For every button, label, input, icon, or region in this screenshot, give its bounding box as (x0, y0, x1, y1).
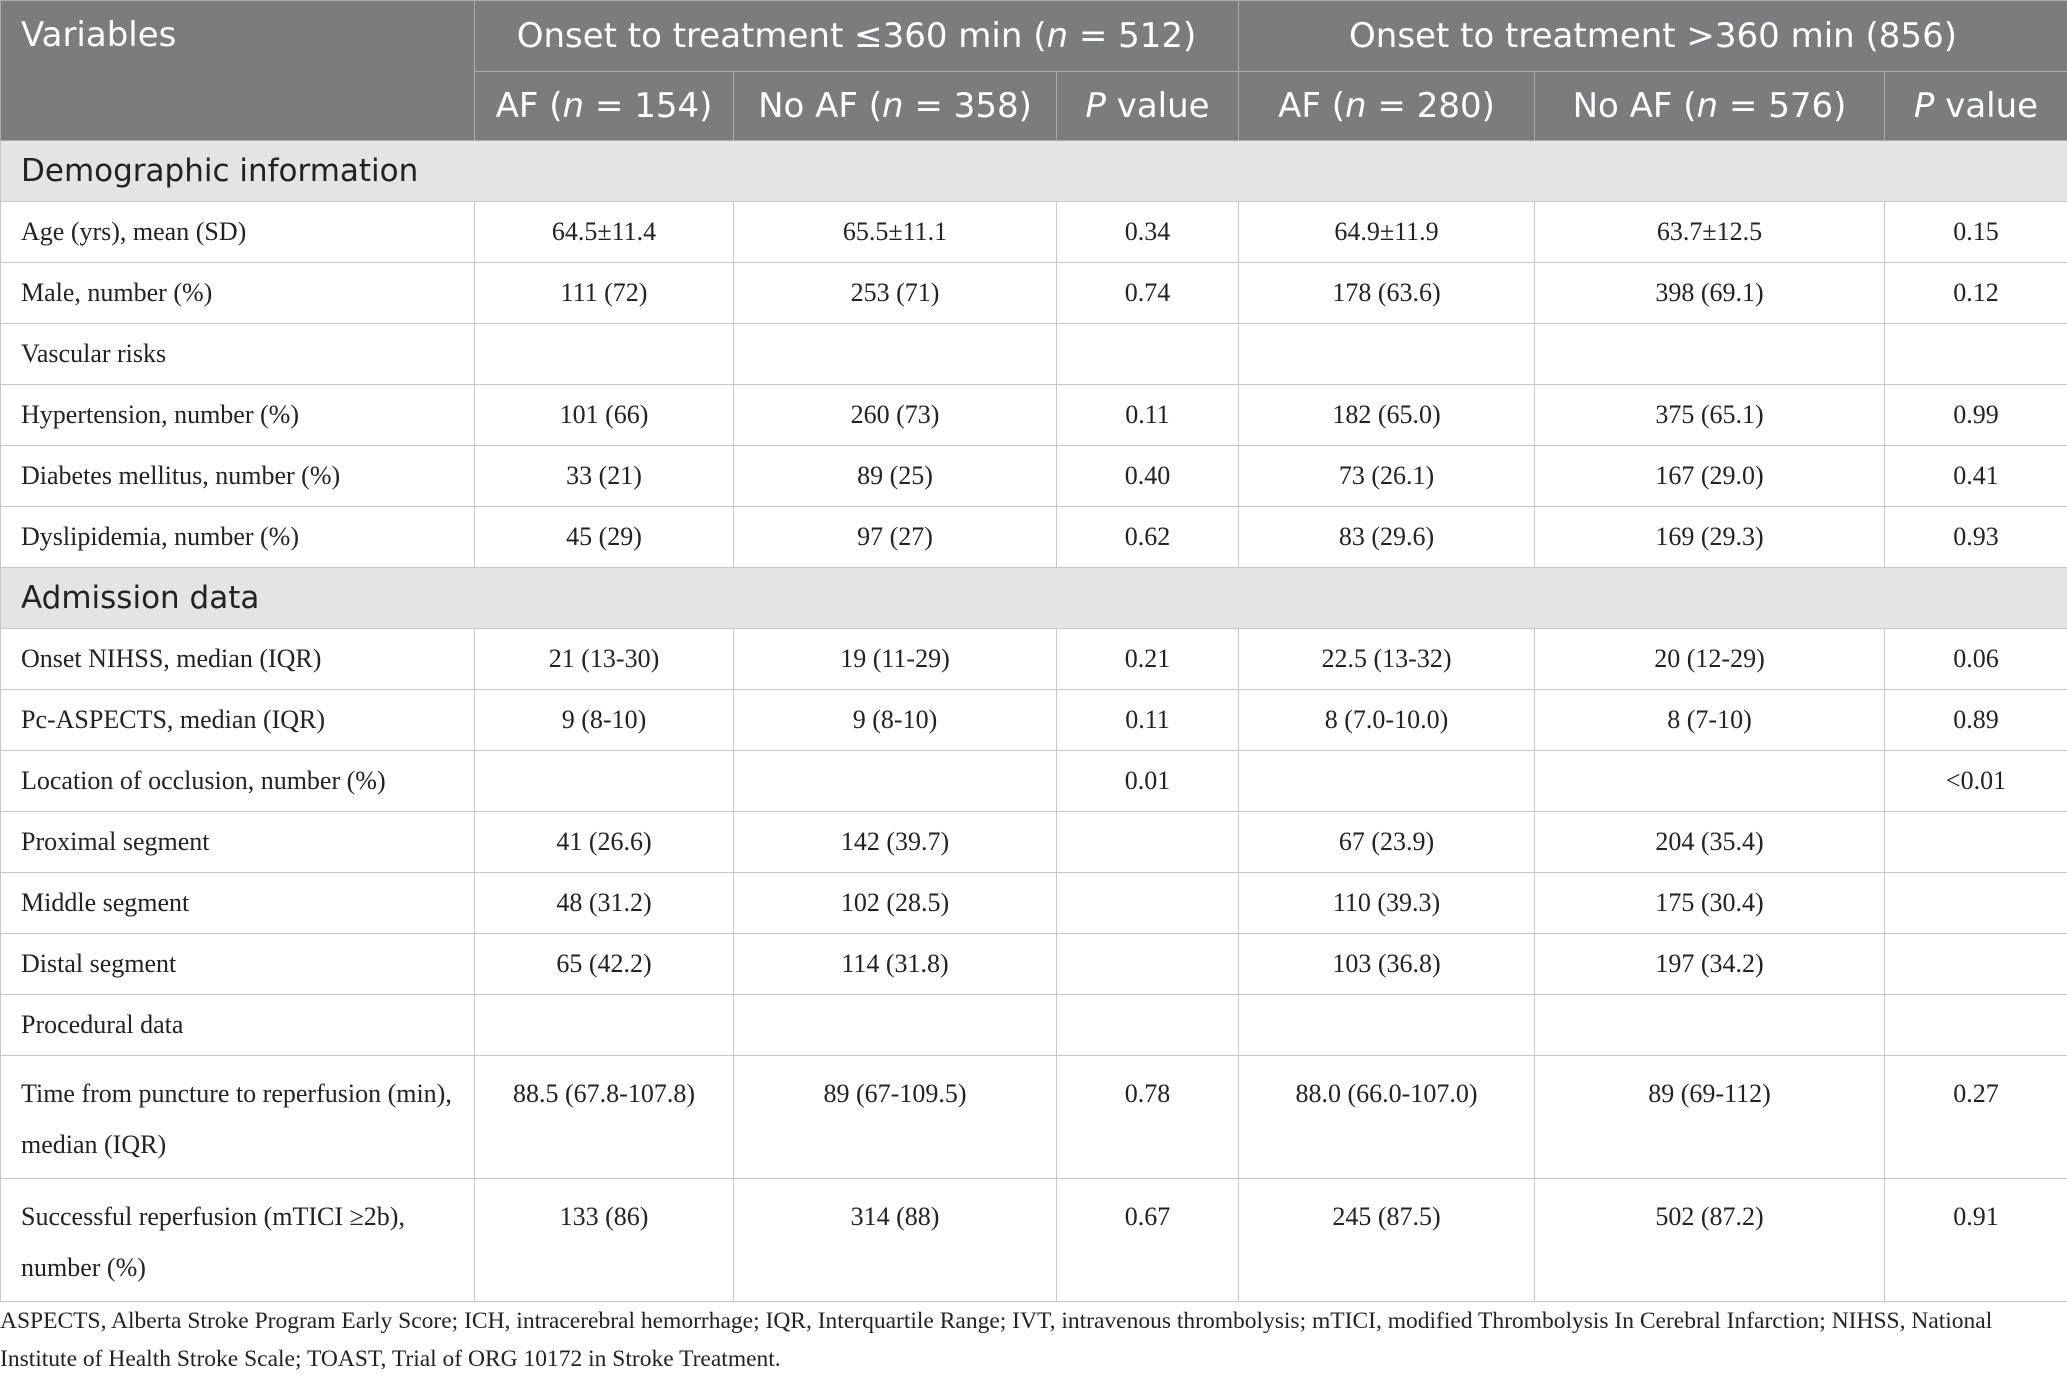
row-label: Time from puncture to reperfusion (min), median (IQR) (1, 1056, 475, 1179)
noaf-gt360-cell: 175 (30.4) (1535, 873, 1885, 934)
af-gt360-cell: 67 (23.9) (1239, 812, 1535, 873)
noaf-gt360-cell: 167 (29.0) (1535, 446, 1885, 507)
af-le360-header: AF (n = 154) (475, 72, 734, 141)
af-le360-cell: 64.5±11.4 (475, 202, 734, 263)
p-value-gt360-cell: 0.15 (1885, 202, 2067, 263)
af-gt360-cell (1239, 995, 1535, 1056)
row-label: Middle segment (1, 873, 475, 934)
p-value-gt360-cell: 0.27 (1885, 1056, 2067, 1179)
p-value-le360-cell: 0.21 (1057, 629, 1239, 690)
table-row (1, 1056, 2067, 1179)
noaf-gt360-cell: 204 (35.4) (1535, 812, 1885, 873)
p-value-gt360-cell: 0.89 (1885, 690, 2067, 751)
noaf-le360-cell: 114 (31.8) (734, 934, 1057, 995)
af-gt360-cell: 88.0 (66.0-107.0) (1239, 1056, 1535, 1179)
af-le360-cell: 9 (8-10) (475, 690, 734, 751)
p-value-gt360-cell: 0.41 (1885, 446, 2067, 507)
noaf-le360-cell: 65.5±11.1 (734, 202, 1057, 263)
noaf-le360-cell: 9 (8-10) (734, 690, 1057, 751)
p-value-le360-cell: 0.67 (1057, 1179, 1239, 1302)
p-value-le360-cell (1057, 812, 1239, 873)
noaf-le360-cell: 89 (67-109.5) (734, 1056, 1057, 1179)
noaf-gt360-cell: 169 (29.3) (1535, 507, 1885, 568)
p-value-gt360-cell (1885, 812, 2067, 873)
noaf-gt360-cell: 20 (12-29) (1535, 629, 1885, 690)
p-value-le360-cell (1057, 873, 1239, 934)
row-label: Male, number (%) (1, 263, 475, 324)
noaf-gt360-header: No AF (n = 576) (1535, 72, 1885, 141)
af-gt360-cell: 73 (26.1) (1239, 446, 1535, 507)
row-label: Dyslipidemia, number (%) (1, 507, 475, 568)
p-value-gt360-cell: 0.99 (1885, 385, 2067, 446)
row-label: Procedural data (1, 995, 475, 1056)
noaf-le360-cell: 142 (39.7) (734, 812, 1057, 873)
header-row-groups (1, 1, 2067, 72)
table-row (1, 690, 2067, 751)
af-gt360-header: AF (n = 280) (1239, 72, 1535, 141)
noaf-gt360-cell: 502 (87.2) (1535, 1179, 1885, 1302)
section-admission (1, 568, 2067, 629)
row-label: Proximal segment (1, 812, 475, 873)
table-row (1, 995, 2067, 1056)
row-label: Diabetes mellitus, number (%) (1, 446, 475, 507)
noaf-gt360-cell: 8 (7-10) (1535, 690, 1885, 751)
p-value-le360-cell: 0.11 (1057, 690, 1239, 751)
section-title: Admission data (1, 568, 2067, 629)
noaf-le360-cell: 102 (28.5) (734, 873, 1057, 934)
p-value-gt360-cell: <0.01 (1885, 751, 2067, 812)
af-le360-cell: 21 (13-30) (475, 629, 734, 690)
row-label: Distal segment (1, 934, 475, 995)
noaf-gt360-cell: 63.7±12.5 (1535, 202, 1885, 263)
group2-header: Onset to treatment >360 min (856) (1239, 1, 2067, 72)
row-label: Successful reperfusion (mTICI ≥2b), number (%) (1, 1179, 475, 1302)
row-label: Location of occlusion, number (%) (1, 751, 475, 812)
table-row (1, 934, 2067, 995)
p-value-gt360-header: P value (1885, 72, 2067, 141)
noaf-le360-cell: 97 (27) (734, 507, 1057, 568)
af-gt360-cell: 22.5 (13-32) (1239, 629, 1535, 690)
p-value-le360-cell: 0.11 (1057, 385, 1239, 446)
row-label: Hypertension, number (%) (1, 385, 475, 446)
noaf-gt360-cell: 398 (69.1) (1535, 263, 1885, 324)
noaf-le360-cell: 260 (73) (734, 385, 1057, 446)
noaf-gt360-cell: 375 (65.1) (1535, 385, 1885, 446)
section-title: Demographic information (1, 141, 2067, 202)
table-row (1, 385, 2067, 446)
noaf-gt360-cell: 89 (69-112) (1535, 1056, 1885, 1179)
p-value-gt360-cell (1885, 873, 2067, 934)
table-row (1, 507, 2067, 568)
af-le360-cell: 65 (42.2) (475, 934, 734, 995)
af-gt360-cell: 83 (29.6) (1239, 507, 1535, 568)
af-gt360-cell: 178 (63.6) (1239, 263, 1535, 324)
p-value-le360-cell (1057, 995, 1239, 1056)
af-le360-cell (475, 324, 734, 385)
table-row (1, 812, 2067, 873)
section-demographic (1, 141, 2067, 202)
p-value-gt360-cell: 0.06 (1885, 629, 2067, 690)
noaf-le360-cell (734, 995, 1057, 1056)
noaf-le360-cell: 89 (25) (734, 446, 1057, 507)
noaf-le360-cell: 253 (71) (734, 263, 1057, 324)
table-row (1, 202, 2067, 263)
p-value-gt360-cell: 0.93 (1885, 507, 2067, 568)
variables-header: Variables (1, 1, 475, 141)
noaf-le360-cell (734, 751, 1057, 812)
p-value-le360-cell (1057, 324, 1239, 385)
af-le360-cell: 101 (66) (475, 385, 734, 446)
noaf-gt360-cell (1535, 751, 1885, 812)
p-value-le360-header: P value (1057, 72, 1239, 141)
p-value-le360-cell: 0.74 (1057, 263, 1239, 324)
af-le360-cell: 45 (29) (475, 507, 734, 568)
table-row (1, 751, 2067, 812)
p-value-le360-cell (1057, 934, 1239, 995)
group1-header: Onset to treatment ≤360 min (n = 512) (475, 1, 1239, 72)
table-row (1, 446, 2067, 507)
af-le360-cell: 48 (31.2) (475, 873, 734, 934)
table-row (1, 629, 2067, 690)
noaf-gt360-cell (1535, 995, 1885, 1056)
p-value-gt360-cell (1885, 324, 2067, 385)
noaf-le360-cell (734, 324, 1057, 385)
table-footnote: ASPECTS, Alberta Stroke Program Early Score; ICH, intracerebral hemorrhage; IQR, Interquartile Range; IVT, intravenous thrombolysis; mTICI, modified Thrombolysis In Cerebral Infarction; NIHSS, National Institute of Health Stroke Scale; TOAST, Trial of ORG 10172 in Stroke Treatment. (0, 1308, 1993, 1372)
p-value-le360-cell: 0.78 (1057, 1056, 1239, 1179)
table-row (1, 873, 2067, 934)
row-label: Pc-ASPECTS, median (IQR) (1, 690, 475, 751)
p-value-gt360-cell (1885, 995, 2067, 1056)
af-gt360-cell: 64.9±11.9 (1239, 202, 1535, 263)
af-gt360-cell: 8 (7.0-10.0) (1239, 690, 1535, 751)
af-gt360-cell: 103 (36.8) (1239, 934, 1535, 995)
p-value-gt360-cell: 0.91 (1885, 1179, 2067, 1302)
af-le360-cell (475, 995, 734, 1056)
row-label: Vascular risks (1, 324, 475, 385)
row-label: Onset NIHSS, median (IQR) (1, 629, 475, 690)
af-le360-cell: 133 (86) (475, 1179, 734, 1302)
table-row (1, 1179, 2067, 1302)
p-value-le360-cell: 0.34 (1057, 202, 1239, 263)
af-le360-cell (475, 751, 734, 812)
af-le360-cell: 41 (26.6) (475, 812, 734, 873)
af-gt360-cell: 245 (87.5) (1239, 1179, 1535, 1302)
p-value-le360-cell: 0.40 (1057, 446, 1239, 507)
noaf-le360-cell: 19 (11-29) (734, 629, 1057, 690)
af-gt360-cell (1239, 324, 1535, 385)
row-label: Age (yrs), mean (SD) (1, 202, 475, 263)
noaf-le360-header: No AF (n = 358) (734, 72, 1057, 141)
p-value-gt360-cell: 0.12 (1885, 263, 2067, 324)
af-le360-cell: 88.5 (67.8-107.8) (475, 1056, 734, 1179)
table-row (1, 263, 2067, 324)
noaf-le360-cell: 314 (88) (734, 1179, 1057, 1302)
af-gt360-cell: 110 (39.3) (1239, 873, 1535, 934)
noaf-gt360-cell: 197 (34.2) (1535, 934, 1885, 995)
af-le360-cell: 111 (72) (475, 263, 734, 324)
af-gt360-cell (1239, 751, 1535, 812)
noaf-gt360-cell (1535, 324, 1885, 385)
table-row (1, 324, 2067, 385)
af-gt360-cell: 182 (65.0) (1239, 385, 1535, 446)
p-value-le360-cell: 0.62 (1057, 507, 1239, 568)
p-value-gt360-cell (1885, 934, 2067, 995)
af-le360-cell: 33 (21) (475, 446, 734, 507)
p-value-le360-cell: 0.01 (1057, 751, 1239, 812)
